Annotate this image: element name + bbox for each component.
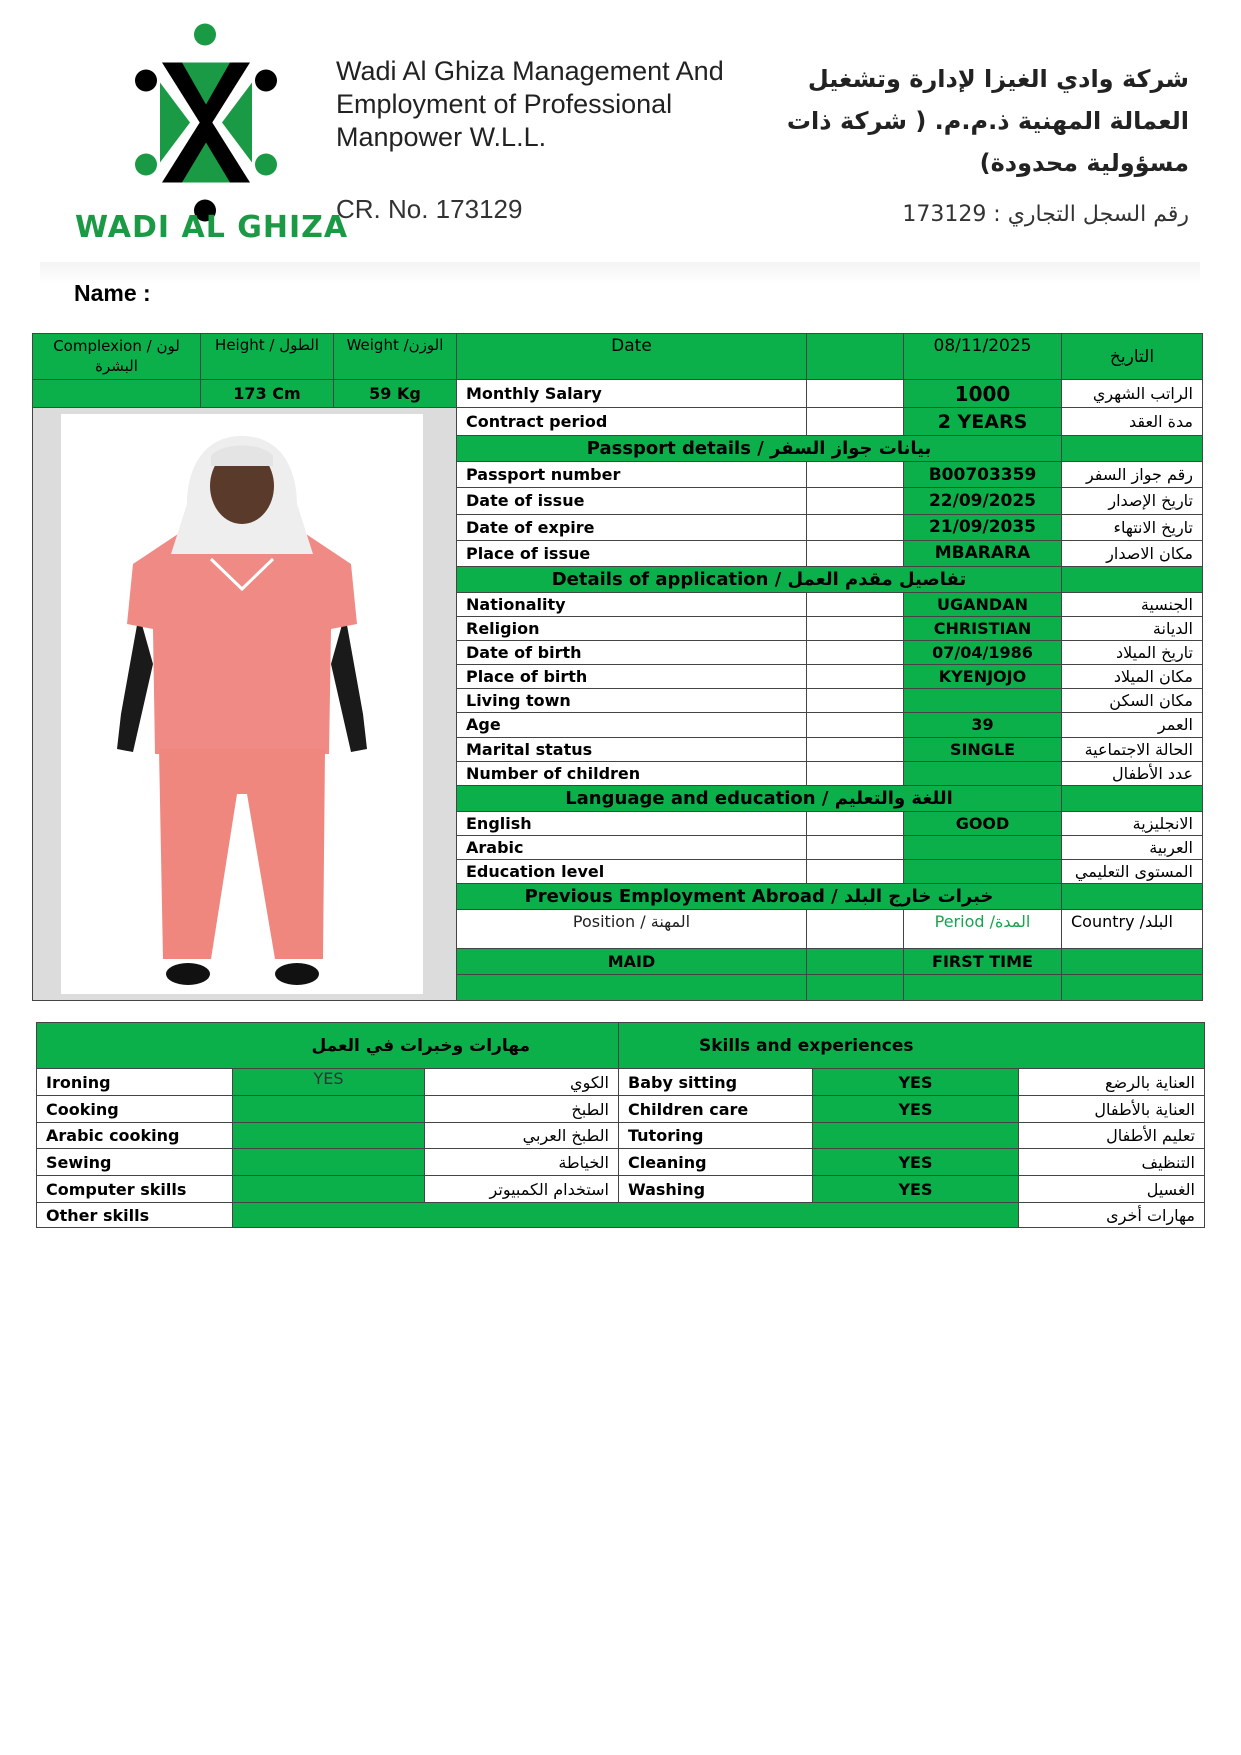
employment-section-title: Previous Employment Abroad / خبرات خارج البلد bbox=[457, 884, 1062, 910]
table-row bbox=[37, 1069, 1205, 1096]
row-value bbox=[904, 761, 1062, 785]
skill-label-ar: الطبخ bbox=[425, 1096, 619, 1123]
weight-value: 59 Kg bbox=[334, 380, 457, 408]
height-label: Height / الطول bbox=[201, 334, 334, 380]
date-value: 08/11/2025 bbox=[904, 334, 1062, 380]
contract-row bbox=[33, 408, 1203, 436]
skill-value: YES bbox=[233, 1069, 425, 1096]
table-row bbox=[37, 1096, 1205, 1123]
contract-period-label: Contract period bbox=[457, 408, 807, 436]
salary-label-ar: الراتب الشهري bbox=[1062, 380, 1203, 408]
skill-label-ar: الغسيل bbox=[1019, 1176, 1205, 1203]
row-label-ar: مكان السكن bbox=[1062, 689, 1203, 713]
name-label: Name : bbox=[74, 280, 151, 306]
skill-label-ar: استخدام الكمبيوتر bbox=[425, 1176, 619, 1203]
row-value: 39 bbox=[904, 713, 1062, 737]
spacer-cell bbox=[904, 974, 1062, 1000]
country-value bbox=[1062, 948, 1203, 974]
row-label: Passport number bbox=[457, 462, 807, 488]
row-label-ar: تاريخ الإصدار bbox=[1062, 488, 1203, 514]
row-value: 21/09/2035 bbox=[904, 514, 1062, 540]
spacer-cell bbox=[807, 665, 904, 689]
row-label-ar: تاريخ الميلاد bbox=[1062, 641, 1203, 665]
spacer-cell bbox=[807, 974, 904, 1000]
spacer-cell bbox=[807, 617, 904, 641]
row-value: MBARARA bbox=[904, 540, 1062, 566]
spacer-cell bbox=[1062, 884, 1203, 910]
row-value: KYENJOJO bbox=[904, 665, 1062, 689]
row-value: SINGLE bbox=[904, 737, 1062, 761]
date-label: Date bbox=[457, 334, 807, 380]
row-label: Date of expire bbox=[457, 514, 807, 540]
row-label-ar: المستوى التعليمي bbox=[1062, 860, 1203, 884]
spacer-cell bbox=[807, 713, 904, 737]
spacer-cell bbox=[807, 488, 904, 514]
period-label: Period /المدة bbox=[904, 910, 1062, 948]
skill-label: Baby sitting bbox=[619, 1069, 813, 1096]
table-row bbox=[37, 1176, 1205, 1203]
skill-value: YES bbox=[813, 1176, 1019, 1203]
spacer-cell bbox=[457, 974, 807, 1000]
skill-label: Cleaning bbox=[619, 1149, 813, 1176]
date-label-ar: التاريخ bbox=[1062, 334, 1203, 380]
spacer-cell bbox=[807, 689, 904, 713]
row-label: English bbox=[457, 811, 807, 835]
spacer-cell bbox=[807, 948, 904, 974]
passport-section-title: Passport details / بيانات جواز السفر bbox=[457, 436, 1062, 462]
table-row bbox=[37, 1123, 1205, 1149]
header-divider bbox=[40, 262, 1200, 284]
spacer-cell bbox=[807, 592, 904, 616]
contract-period-label-ar: مدة العقد bbox=[1062, 408, 1203, 436]
company-name-arabic: شركة وادي الغيزا لإدارة وتشغيل العمالة المهنية ذ.م.م. ( شركة ذات مسؤولية محدودة) bbox=[786, 65, 1189, 177]
other-skills-row bbox=[37, 1203, 1205, 1228]
skill-label: Children care bbox=[619, 1096, 813, 1123]
spacer-cell bbox=[807, 540, 904, 566]
skill-value: YES bbox=[813, 1149, 1019, 1176]
row-value bbox=[904, 860, 1062, 884]
header-row bbox=[33, 334, 1203, 380]
skill-label: Sewing bbox=[37, 1149, 233, 1176]
applicant-photo bbox=[61, 414, 423, 994]
spacer-cell bbox=[807, 811, 904, 835]
skill-label: Computer skills bbox=[37, 1176, 233, 1203]
skill-label: Ironing bbox=[37, 1069, 233, 1096]
skill-label: Washing bbox=[619, 1176, 813, 1203]
row-label: Age bbox=[457, 713, 807, 737]
row-label-ar: العمر bbox=[1062, 713, 1203, 737]
salary-label: Monthly Salary bbox=[457, 380, 807, 408]
skill-label: Tutoring bbox=[619, 1123, 813, 1149]
complexion-value bbox=[33, 380, 201, 408]
spacer-cell bbox=[1062, 974, 1203, 1000]
language-section-title: Language and education / اللغة والتعليم bbox=[457, 785, 1062, 811]
spacer-cell bbox=[807, 334, 904, 380]
skill-label-ar: الخياطة bbox=[425, 1149, 619, 1176]
cr-number-arabic: رقم السجل التجاري : 173129 bbox=[902, 202, 1189, 227]
spacer-cell bbox=[807, 514, 904, 540]
other-skills-label-ar: مهارات أخرى bbox=[1019, 1203, 1205, 1228]
row-label-ar: عدد الأطفال bbox=[1062, 761, 1203, 785]
row-label: Date of issue bbox=[457, 488, 807, 514]
skill-value bbox=[233, 1096, 425, 1123]
row-label: Place of birth bbox=[457, 665, 807, 689]
position-value: MAID bbox=[457, 948, 807, 974]
skill-label-ar: تعليم الأطفال bbox=[1019, 1123, 1205, 1149]
row-label-ar: الانجليزية bbox=[1062, 811, 1203, 835]
complexion-label: Complexion / لون البشرة bbox=[33, 334, 201, 380]
row-label-ar: الجنسية bbox=[1062, 592, 1203, 616]
spacer-cell bbox=[807, 836, 904, 860]
skill-label-ar: الطبخ العربي bbox=[425, 1123, 619, 1149]
row-value: 07/04/1986 bbox=[904, 641, 1062, 665]
skills-table bbox=[36, 1022, 1205, 1228]
row-value: GOOD bbox=[904, 811, 1062, 835]
cv-main-table bbox=[32, 333, 1203, 1001]
other-skills-value bbox=[233, 1203, 1019, 1228]
position-label: Position / المهنة bbox=[457, 910, 807, 948]
spacer-cell bbox=[807, 737, 904, 761]
table-row bbox=[37, 1149, 1205, 1176]
row-label: Arabic bbox=[457, 836, 807, 860]
spacer-cell bbox=[1062, 785, 1203, 811]
skill-label-ar: التنظيف bbox=[1019, 1149, 1205, 1176]
row-label: Education level bbox=[457, 860, 807, 884]
skill-label-ar: الكوي bbox=[425, 1069, 619, 1096]
skill-value: YES bbox=[813, 1096, 1019, 1123]
row-label: Marital status bbox=[457, 737, 807, 761]
row-label: Number of children bbox=[457, 761, 807, 785]
salary-value: 1000 bbox=[904, 380, 1062, 408]
spacer-cell bbox=[807, 860, 904, 884]
row-value: 22/09/2025 bbox=[904, 488, 1062, 514]
row-value bbox=[904, 689, 1062, 713]
company-name-english: Wadi Al Ghiza Management And Employment of Professional Manpower W.L.L. bbox=[336, 56, 724, 152]
application-section-title: Details of application / تفاصيل مقدم العمل bbox=[457, 566, 1062, 592]
weight-label: Weight /الوزن bbox=[334, 334, 457, 380]
skill-label-ar: العناية بالأطفال bbox=[1019, 1096, 1205, 1123]
skill-label-ar: العناية بالرضع bbox=[1019, 1069, 1205, 1096]
row-value: B00703359 bbox=[904, 462, 1062, 488]
row-label: Place of issue bbox=[457, 540, 807, 566]
skill-value: YES bbox=[813, 1069, 1019, 1096]
row-label-ar: مكان الميلاد bbox=[1062, 665, 1203, 689]
spacer-cell bbox=[1062, 436, 1203, 462]
skills-title-ar: مهارات وخبرات في العمل bbox=[37, 1023, 619, 1069]
country-label: Country /البلد bbox=[1062, 910, 1203, 948]
other-skills-label: Other skills bbox=[37, 1203, 233, 1228]
skill-value bbox=[813, 1123, 1019, 1149]
row-label-ar: العربية bbox=[1062, 836, 1203, 860]
row-value bbox=[904, 836, 1062, 860]
skills-title-en: Skills and experiences bbox=[619, 1023, 1205, 1069]
photo-cell bbox=[33, 408, 457, 1001]
row-label: Religion bbox=[457, 617, 807, 641]
skill-value bbox=[233, 1149, 425, 1176]
row-value: CHRISTIAN bbox=[904, 617, 1062, 641]
row-label-ar: مكان الاصدار bbox=[1062, 540, 1203, 566]
skill-value bbox=[233, 1123, 425, 1149]
spacer-cell bbox=[1062, 566, 1203, 592]
spacer-cell bbox=[807, 462, 904, 488]
period-value: FIRST TIME bbox=[904, 948, 1062, 974]
logo-wordmark: WADI AL GHIZA bbox=[75, 210, 349, 245]
row-label: Date of birth bbox=[457, 641, 807, 665]
row-value: UGANDAN bbox=[904, 592, 1062, 616]
spacer-cell bbox=[807, 910, 904, 948]
cr-number: CR. No. 173129 bbox=[336, 194, 523, 224]
spacer-cell bbox=[807, 761, 904, 785]
height-value: 173 Cm bbox=[201, 380, 334, 408]
skill-value bbox=[233, 1176, 425, 1203]
row-label-ar: الديانة bbox=[1062, 617, 1203, 641]
row-label-ar: رقم جواز السفر bbox=[1062, 462, 1203, 488]
skill-label: Cooking bbox=[37, 1096, 233, 1123]
row-label-ar: الحالة الاجتماعية bbox=[1062, 737, 1203, 761]
spacer-cell bbox=[807, 641, 904, 665]
row-label-ar: تاريخ الانتهاء bbox=[1062, 514, 1203, 540]
spacer-cell bbox=[807, 408, 904, 436]
skill-label: Arabic cooking bbox=[37, 1123, 233, 1149]
contract-period-value: 2 YEARS bbox=[904, 408, 1062, 436]
skills-header-row bbox=[37, 1023, 1205, 1069]
physical-values-row bbox=[33, 380, 1203, 408]
spacer-cell bbox=[807, 380, 904, 408]
row-label: Nationality bbox=[457, 592, 807, 616]
row-label: Living town bbox=[457, 689, 807, 713]
